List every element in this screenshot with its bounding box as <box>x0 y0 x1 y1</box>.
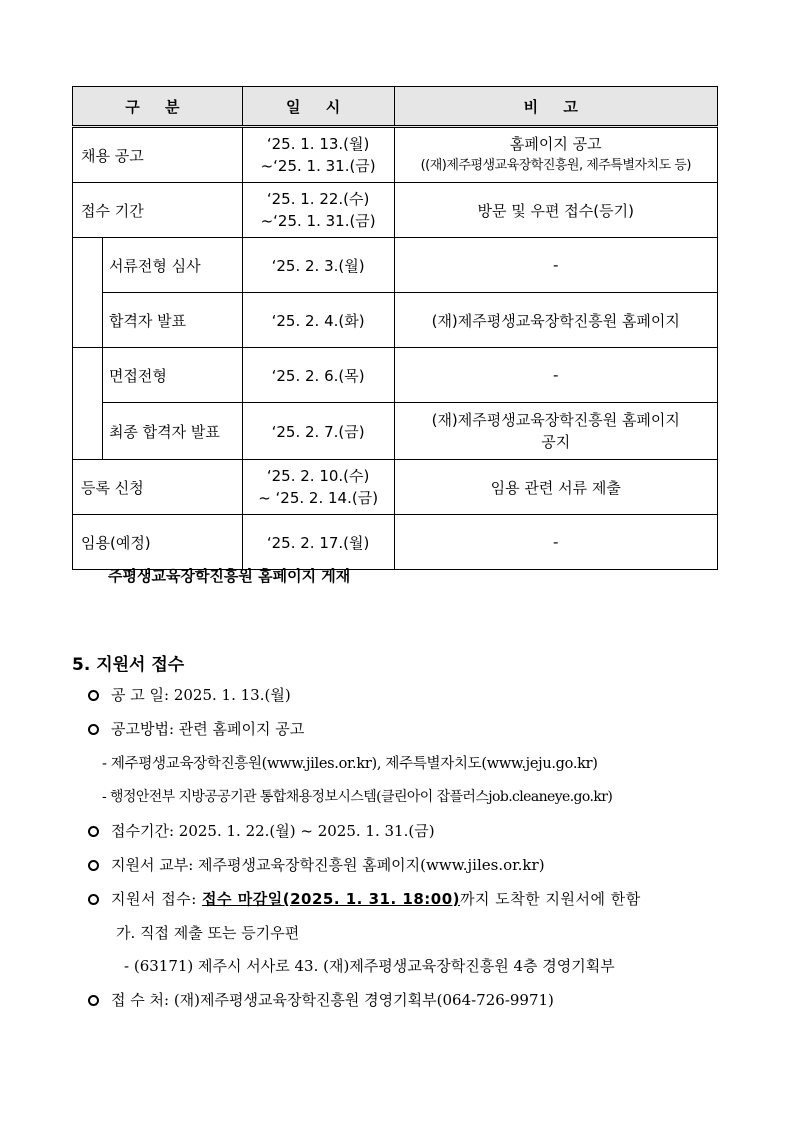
table-row <box>73 183 718 238</box>
deadline-highlight: 접수 마감일(2025. 1. 31. 18:00) <box>202 890 460 908</box>
row-label: 등록 신청 <box>73 460 243 515</box>
table-row <box>73 348 718 403</box>
row-date: ‘25. 2. 6.(목) <box>242 348 394 403</box>
row-date: ‘25. 2. 10.(수) ~ ‘25. 2. 14.(금) <box>242 460 394 515</box>
row-date: ‘25. 2. 4.(화) <box>242 293 394 348</box>
bullet-item: 지원서 교부: 제주평생교육장학진흥원 홈페이지(www.jiles.or.kr) <box>88 854 545 875</box>
row-label: 서류전형 심사 <box>102 238 242 293</box>
row-note: - <box>394 348 717 403</box>
row-note: - <box>394 238 717 293</box>
bullet-item: 공고방법: 관련 홈페이지 공고 <box>88 718 304 739</box>
bullet-item: 접수기간: 2025. 1. 22.(월) ~ 2025. 1. 31.(금) <box>88 820 435 841</box>
schedule-table <box>72 86 718 570</box>
row-date: ‘25. 2. 7.(금) <box>242 403 394 460</box>
table-row <box>73 238 718 293</box>
stage-1-label <box>73 238 103 348</box>
circle-bullet-icon <box>88 826 99 837</box>
table-row <box>73 515 718 570</box>
circle-bullet-icon <box>88 690 99 701</box>
row-date: ‘25. 2. 17.(월) <box>242 515 394 570</box>
stage-2-label <box>73 348 103 460</box>
row-label: 합격자 발표 <box>102 293 242 348</box>
row-label: 채용 공고 <box>73 127 243 183</box>
sub-item: 가. 직접 제출 또는 등기우편 <box>116 924 300 942</box>
header-note: 비 고 <box>394 87 717 127</box>
row-note: (재)제주평생교육장학진흥원 홈페이지 공지 <box>394 403 717 460</box>
row-note: (재)제주평생교육장학진흥원 홈페이지 <box>394 293 717 348</box>
detail-line: - 제주평생교육장학진흥원(www.jiles.or.kr), 제주특별자치도(www.jeju.go.kr) <box>102 756 598 772</box>
table-row <box>73 127 718 183</box>
row-note: 임용 관련 서류 제출 <box>394 460 717 515</box>
address-line: - (63171) 제주시 서사로 43. (재)제주평생교육장학진흥원 4층 경영기획부 <box>124 957 615 975</box>
circle-bullet-icon <box>88 860 99 871</box>
bullet-item: 접 수 처: (재)제주평생교육장학진흥원 경영기획부(064-726-9971) <box>88 989 554 1010</box>
section-title: 5. 지원서 접수 <box>72 655 185 675</box>
table-footnote: 주평생교육장학진흥원 홈페이지 게재 <box>108 567 351 585</box>
circle-bullet-icon <box>88 995 99 1006</box>
bullet-item: 공 고 일: 2025. 1. 13.(월) <box>88 684 291 705</box>
header-date: 일 시 <box>242 87 394 127</box>
detail-line: - 행정안전부 지방공공기관 통합채용정보시스템(클린아이 잡플러스job.cleaneye.go.kr) <box>102 789 613 805</box>
table-header-row <box>73 87 718 127</box>
row-label: 접수 기간 <box>73 183 243 238</box>
row-label: 면접전형 <box>102 348 242 403</box>
circle-bullet-icon <box>88 724 99 735</box>
table-row <box>73 403 718 460</box>
table-row <box>73 460 718 515</box>
row-date: ‘25. 1. 22.(수) ~‘25. 1. 31.(금) <box>242 183 394 238</box>
header-category: 구 분 <box>73 87 243 127</box>
row-date: ‘25. 1. 13.(월) ~‘25. 1. 31.(금) <box>242 127 394 183</box>
row-note: 방문 및 우편 접수(등기) <box>394 183 717 238</box>
row-label: 최종 합격자 발표 <box>102 403 242 460</box>
circle-bullet-icon <box>88 894 99 905</box>
row-note: 홈페이지 공고 ((재)제주평생교육장학진흥원, 제주특별자치도 등) <box>394 127 717 183</box>
table-row <box>73 293 718 348</box>
bullet-item: 지원서 접수: 접수 마감일(2025. 1. 31. 18:00)까지 도착한 지원서에 한함 <box>88 888 728 909</box>
row-date: ‘25. 2. 3.(월) <box>242 238 394 293</box>
row-label: 임용(예정) <box>73 515 243 570</box>
row-note: - <box>394 515 717 570</box>
